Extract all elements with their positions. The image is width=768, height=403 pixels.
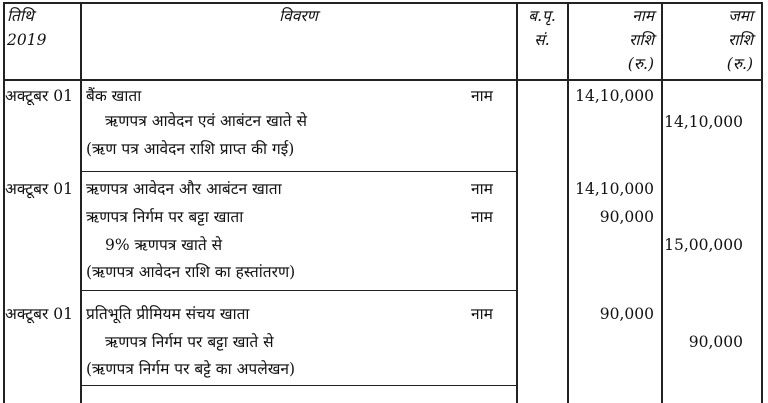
entry-1-credit-amount: 14,10,000 — [664, 113, 743, 131]
date-column-divider — [80, 2, 82, 403]
entry-2-debit-account-1: ऋणपत्र आवेदन और आबंटन खाता — [86, 180, 282, 198]
entry-2-date: अक्टूबर 01 — [5, 180, 73, 198]
header-lf-line1: ब.पृ. — [528, 7, 556, 25]
entry-3-credit-amount: 90,000 — [688, 333, 743, 351]
entry-2-debit-amount-1: 14,10,000 — [575, 180, 654, 198]
header-particulars: विवरण — [279, 7, 318, 25]
entry-1-date: अक्टूबर 01 — [5, 87, 73, 105]
entry-2-narration: (ऋणपत्र आवेदन राशि का हस्तांतरण) — [86, 263, 296, 281]
entry-2-debit-amount-2: 90,000 — [599, 208, 654, 226]
entry-3-credit-account: ऋणपत्र निर्गम पर बट्टा खाते से — [105, 333, 274, 351]
header-debit-line1: नाम — [632, 7, 654, 25]
header-credit-line2: राशि — [728, 31, 753, 49]
entry-1-narration: (ऋण पत्र आवेदन राशि प्राप्त की गई) — [86, 140, 295, 158]
entry-separator — [80, 385, 517, 386]
entry-3-debit-account: प्रतिभूति प्रीमियम संचय खाता — [86, 305, 250, 323]
entry-2-credit-account: 9% ऋणपत्र खाते से — [105, 236, 223, 254]
entry-3-dr-marker: नाम — [471, 305, 493, 323]
header-lf-line2: सं. — [534, 31, 550, 49]
entry-1-dr-marker: नाम — [471, 87, 493, 105]
entry-3-debit-amount: 90,000 — [599, 305, 654, 323]
entry-1-debit-account: बैंक खाता — [86, 87, 142, 105]
entry-3-narration: (ऋणपत्र निर्गम पर बट्टे का अपलेखन) — [86, 360, 296, 378]
header-debit-line2: राशि — [629, 31, 654, 49]
particulars-column-divider — [516, 2, 518, 403]
entry-2-dr-marker-2: नाम — [471, 208, 493, 226]
table-right-border — [761, 2, 763, 403]
entry-1-credit-account: ऋणपत्र आवेदन एवं आबंटन खाते से — [105, 112, 308, 130]
entry-2-dr-marker-1: नाम — [471, 180, 493, 198]
header-debit-line3: (रु.) — [627, 55, 654, 73]
header-bottom-border — [3, 79, 763, 81]
header-credit-line1: जमा — [728, 7, 753, 25]
entry-1-debit-amount: 14,10,000 — [575, 87, 654, 105]
table-top-border — [3, 2, 763, 4]
header-date-label: तिथि — [7, 7, 34, 25]
header-date-year: 2019 — [7, 31, 47, 49]
entry-2-credit-amount: 15,00,000 — [664, 236, 743, 254]
table-left-border — [3, 2, 5, 403]
entry-2-debit-account-2: ऋणपत्र निर्गम पर बट्टा खाता — [86, 208, 244, 226]
entry-separator — [80, 290, 517, 291]
entry-separator — [80, 171, 517, 172]
header-credit-line3: (रु.) — [726, 55, 753, 73]
entry-3-date: अक्टूबर 01 — [5, 305, 73, 323]
